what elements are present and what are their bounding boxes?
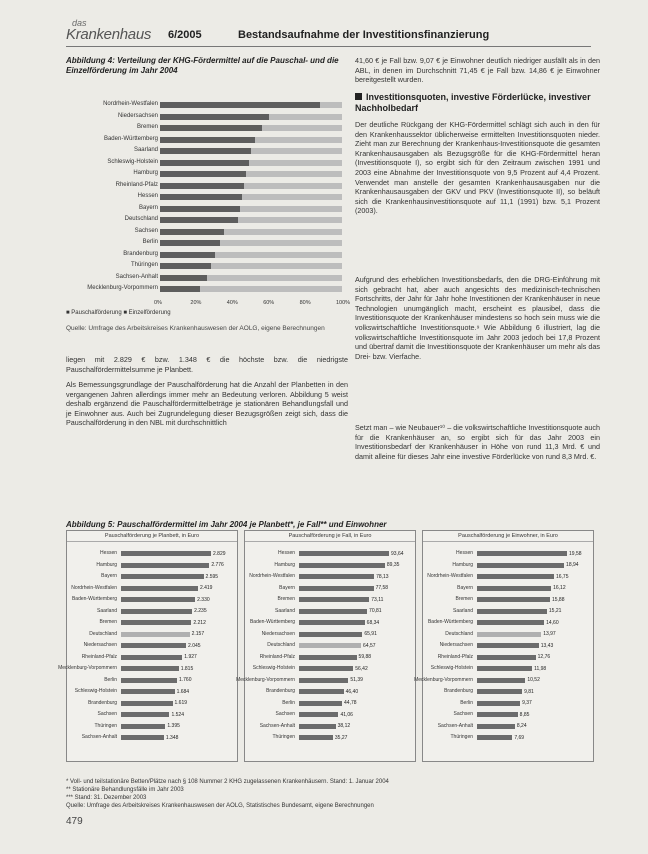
figure5-row-label: Sachsen-Anhalt bbox=[259, 722, 295, 729]
figure5-value-label: 1.927 bbox=[184, 654, 197, 660]
figure5-bar bbox=[477, 563, 564, 568]
figure5-bar bbox=[477, 597, 550, 602]
figure5-bar bbox=[299, 712, 338, 717]
figure5-row-label: Rheinland-Pfalz bbox=[259, 653, 295, 660]
figure5-bar bbox=[477, 574, 554, 579]
figure5-row-label: Schleswig-Holstein bbox=[252, 665, 295, 671]
figure5-bar bbox=[477, 712, 518, 717]
figure5-row-label: Rheinland-Pfalz bbox=[437, 653, 473, 660]
right-paragraph-3: Aufgrund des erheblichen Investitionsbedarfs, den die DRG-Einführung mit sich gebracht hat, aber auch angesichts des medizinisch-technischen Fortschritts, der Jahr für Jahr hohe Investitionen der Krankenhäuser in neue Technologien unumgänglich macht, erscheint es plausibel, dass die Investitionsquote der Krankenhäuser mindestens so hoch sein muss wie die volkswirtschaftliche Investitionsquote.⁹ Wie Abbildung 6 illustriert, lag die volkswirtschaftliche Investitionsquote im Jahr 2003 jedoch bei 17,8 Prozent und übertraf damit die Investitionsquote der Krankenhäuser um mehr als das Drei- bzw. Vierfache. bbox=[355, 275, 600, 361]
figure5-bar bbox=[299, 701, 342, 706]
figure4-row-label: Sachsen bbox=[134, 227, 158, 234]
figure5-value-label: 2.235 bbox=[194, 608, 207, 614]
figure5-value-label: 16,75 bbox=[555, 573, 569, 580]
figure5-row-label: Mecklenburg-Vorpommern bbox=[414, 676, 473, 683]
figure5-row-label: Nordrhein-Westfalen bbox=[249, 573, 295, 579]
figure4-row-label: Rheinland-Pfalz bbox=[115, 181, 158, 188]
figure5-row-label: Niedersachsen bbox=[439, 642, 473, 648]
figure5-row-label: Brandenburg bbox=[88, 699, 117, 706]
figure4-row-label: Hamburg bbox=[133, 170, 158, 176]
figure5-row-label: Sachsen bbox=[453, 711, 473, 717]
figure5-row-label: Sachsen-Anhalt bbox=[437, 722, 473, 729]
heading-square-icon bbox=[355, 93, 362, 100]
figure5-bar bbox=[299, 735, 333, 740]
figure5-bar bbox=[121, 643, 186, 648]
figure4-tick-label: 100% bbox=[336, 299, 351, 306]
figure5-value-label: 19,58 bbox=[569, 550, 582, 557]
figure5-row-label: Brandenburg bbox=[444, 688, 473, 694]
figure5-row-label: Deutschland bbox=[89, 630, 117, 637]
figure5-value-label: 77,58 bbox=[375, 585, 389, 591]
figure4-bar-pauschal bbox=[160, 183, 244, 189]
figure5-row-label: Nordrhein-Westfalen bbox=[427, 573, 473, 579]
figure5-row-label: Berlin bbox=[104, 676, 117, 683]
figure5-bar bbox=[477, 701, 520, 706]
figure5-row-label: Bremen bbox=[277, 596, 295, 602]
figure5-value-label: 65,91 bbox=[364, 631, 377, 637]
figure5-row-label: Bayern bbox=[279, 584, 295, 591]
figure5-source: Quelle: Umfrage des Arbeitskreises Krankenhauswesen der AOLG, Statistisches Bundesamt, eigene Berechnungen bbox=[66, 803, 374, 809]
figure5-bar bbox=[477, 666, 532, 671]
figure4-bar-einzel bbox=[207, 275, 342, 281]
figure5-bar bbox=[477, 586, 551, 591]
figure5-bar bbox=[121, 597, 195, 602]
figure5-row-label: Hessen bbox=[278, 550, 295, 556]
figure5-bar bbox=[299, 551, 389, 556]
figure5-bar bbox=[121, 724, 165, 729]
figure5-row-label: Sachsen bbox=[275, 711, 295, 717]
figure5-row-label: Berlin bbox=[282, 699, 295, 706]
figure5 bbox=[58, 520, 594, 780]
figure4-tick-label: 60% bbox=[263, 299, 275, 306]
figure5-row-label: Bremen bbox=[455, 596, 473, 602]
figure5-row-label: Hamburg bbox=[96, 561, 117, 568]
figure5-value-label: 38,12 bbox=[337, 723, 351, 729]
figure5-panel-title: Pauschalförderung je Fall, in Euro bbox=[245, 531, 415, 542]
figure5-bar bbox=[121, 712, 169, 717]
figure5-row-label: Rheinland-Pfalz bbox=[81, 653, 117, 660]
logo-small: das bbox=[72, 18, 87, 28]
figure4-bar-pauschal bbox=[160, 252, 215, 258]
figure5-row-label: Nordrhein-Westfalen bbox=[71, 584, 117, 591]
figure5-bar bbox=[299, 678, 348, 683]
figure5-value-label: 44,78 bbox=[344, 700, 357, 706]
figure5-bar bbox=[299, 563, 385, 568]
figure4-bar-einzel bbox=[224, 229, 342, 235]
figure5-bar bbox=[477, 655, 536, 660]
figure5-row-label: Baden-Württemberg bbox=[427, 619, 473, 625]
figure5-value-label: 2.829 bbox=[213, 550, 226, 557]
figure4-bar-pauschal bbox=[160, 125, 262, 131]
figure4-tick-label: 80% bbox=[299, 299, 311, 306]
figure4-bar-pauschal bbox=[160, 286, 200, 292]
figure5-value-label: 16,12 bbox=[553, 585, 566, 591]
figure5-value-label: 1.760 bbox=[178, 677, 192, 683]
figure5-bar bbox=[121, 620, 191, 625]
figure5-value-label: 51,39 bbox=[350, 677, 363, 683]
figure4-bar-pauschal bbox=[160, 206, 240, 212]
figure5-bar bbox=[299, 609, 367, 614]
figure4-bar-einzel bbox=[244, 183, 342, 189]
figure5-value-label: 13,97 bbox=[543, 631, 556, 637]
figure4-row-label: Mecklenburg-Vorpommern bbox=[87, 285, 158, 291]
figure5-value-label: 56,42 bbox=[355, 665, 368, 672]
right-paragraph-2: Der deutliche Rückgang der KHG-Fördermittel schlägt sich auch in den für den Krankenhaussektor üblicherweise ermittelten Investitionsquoten nieder. Zieht man zur Berechnung der Krankenhaus-Investitionsquote die gesamten Krankenhausausgaben als Bezugsgröße für die KHG-Fördermittel heran (Investitionsquote I), so ergibt sich für den Zeitraum zwischen 1991 und 2003 eine Abnahme der Investitionsquote von 9,5 Prozent auf 4,4 Prozent. Verwendet man anstelle der gesamten Krankenhausausgaben nur die Krankenhausausgaben der GKV und PKV (Investitionsquote II), so beläuft sich die Krankenhausinvestitionsquote auf 11,1 (1991) bzw. 5,1 Prozent (2003). bbox=[355, 120, 600, 216]
header-rule bbox=[66, 46, 591, 47]
figure5-bar bbox=[477, 689, 522, 694]
figure4-row-label: Hessen bbox=[137, 193, 158, 199]
figure5-row-label: Brandenburg bbox=[266, 688, 295, 694]
figure5-value-label: 46,40 bbox=[345, 688, 359, 695]
figure5-row-label: Niedersachsen bbox=[83, 642, 117, 648]
figure5-row-label: Hamburg bbox=[274, 561, 295, 568]
figure5-value-label: 18,94 bbox=[566, 562, 579, 568]
figure5-bar bbox=[121, 701, 173, 706]
figure4-bar-pauschal bbox=[160, 240, 220, 246]
figure5-row-label: Niedersachsen bbox=[261, 630, 295, 637]
figure5-bar bbox=[299, 643, 361, 648]
figure5-row-label: Schleswig-Holstein bbox=[430, 665, 473, 671]
figure5-row-label: Baden-Württemberg bbox=[249, 619, 295, 625]
figure5-value-label: 2.776 bbox=[211, 562, 224, 568]
figure4-row-label: Sachsen-Anhalt bbox=[115, 273, 158, 280]
figure5-bar bbox=[477, 735, 512, 740]
figure4-bar-einzel bbox=[220, 240, 342, 246]
left-paragraph-2: Als Bemessungsgrundlage der Pauschalförderung hat die Anzahl der Planbetten in den vergangenen Jahren allerdings immer mehr an Bedeutung verloren. Abbildung 5 weist deshalb ergänzend die Pauschalfördermittelbeträge je stationären Behandlungsfall und je Einwohner aus. Auch bei Zugrundelegung dieser Bezugsgrößen zeigt sich, dass die Pauschalförderung in den NBL mit durchschnittlich bbox=[66, 380, 348, 428]
figure5-row-label: Saarland bbox=[96, 607, 117, 614]
figure4-caption: Abbildung 4: Verteilung der KHG-Fördermittel auf die Pauschal- und die Einzelförderung im Jahr 2004 bbox=[66, 56, 339, 75]
figure4-bar-pauschal bbox=[160, 217, 238, 223]
figure5-row-label: Bayern bbox=[457, 584, 473, 591]
figure4-bar-einzel bbox=[255, 137, 342, 143]
figure5-value-label: 12,76 bbox=[537, 654, 551, 660]
figure5-value-label: 2.595 bbox=[205, 573, 219, 580]
figure4-row-label: Nordrhein-Westfalen bbox=[103, 101, 158, 107]
figure5-bar bbox=[121, 666, 179, 671]
figure5-value-label: 70,81 bbox=[369, 608, 382, 614]
figure5-bar bbox=[299, 632, 362, 637]
figure4-bar-einzel bbox=[249, 160, 342, 166]
figure4-bar-pauschal bbox=[160, 229, 224, 235]
figure4-bar-einzel bbox=[246, 171, 342, 177]
figure5-bar bbox=[121, 574, 204, 579]
figure4-row-label: Deutschland bbox=[124, 216, 158, 222]
figure5-note-2: ** Stationäre Behandlungsfälle im Jahr 2003 bbox=[66, 787, 184, 793]
figure5-row-label: Thüringen bbox=[450, 734, 473, 740]
figure5-row-label: Saarland bbox=[274, 607, 295, 614]
right-paragraph-4: Setzt man – wie Neubauer¹⁰ – die volkswirtschaftliche Investitionsquote auch für die Krankenhäuser an, so ergibt sich für das Jahr 2003 ein Investitionsbedarf der Krankenhäuser in Höhe von rund 11,3 Mrd. € und damit alleine für dieses Jahr eine investive Förderlücke von rund 8,3 Mrd. €. bbox=[355, 423, 600, 461]
figure4-bar-einzel bbox=[240, 206, 342, 212]
figure5-row-label: Mecklenburg-Vorpommern bbox=[58, 665, 117, 671]
figure5-bar bbox=[477, 620, 544, 625]
figure5-bar bbox=[121, 735, 164, 740]
page-number: 479 bbox=[66, 816, 83, 827]
figure5-panel-einwohner bbox=[414, 530, 594, 762]
figure5-value-label: 9,81 bbox=[524, 688, 534, 695]
figure5-bar bbox=[121, 586, 198, 591]
figure5-value-label: 1.524 bbox=[171, 711, 184, 718]
figure4-bar-pauschal bbox=[160, 275, 207, 281]
figure5-row-label: Berlin bbox=[460, 699, 473, 706]
figure5-bar bbox=[477, 678, 525, 683]
figure5-value-label: 13,43 bbox=[540, 642, 554, 649]
figure5-row-label: Thüringen bbox=[94, 722, 117, 729]
figure4-bar-einzel bbox=[211, 263, 342, 269]
left-paragraph-1: liegen mit 2.829 € bzw. 1.348 € die höchste bzw. die niedrigste Pauschalfördermittelsumme je Planbett. bbox=[66, 355, 348, 374]
figure5-bar bbox=[121, 655, 182, 660]
figure4-row-label: Niedersachsen bbox=[117, 112, 158, 119]
figure5-bar bbox=[121, 678, 177, 683]
figure5-value-label: 10,52 bbox=[527, 677, 540, 683]
figure5-value-label: 11,98 bbox=[534, 665, 547, 672]
figure5-bar bbox=[299, 666, 353, 671]
figure5-value-label: 73,11 bbox=[371, 596, 384, 603]
figure5-value-label: 14,60 bbox=[546, 619, 559, 626]
figure5-value-label: 64,57 bbox=[363, 642, 376, 649]
issue-number: 6/2005 bbox=[168, 29, 202, 41]
figure5-value-label: 1.815 bbox=[180, 665, 194, 672]
figure4-bar-pauschal bbox=[160, 102, 320, 108]
figure5-panel-title: Pauschalförderung je Einwohner, in Euro bbox=[423, 531, 593, 542]
figure4-legend: ■ Pauschalförderung ■ Einzelförderung bbox=[66, 310, 171, 316]
figure5-value-label: 9,37 bbox=[522, 700, 532, 706]
section-heading bbox=[355, 92, 600, 114]
figure4-row-label: Thüringen bbox=[130, 262, 158, 268]
figure4-bar-pauschal bbox=[160, 114, 269, 120]
figure4-tick-label: 20% bbox=[190, 299, 202, 306]
journal-logo: Krankenhaus bbox=[66, 26, 152, 43]
figure4-bar-einzel bbox=[238, 217, 342, 223]
figure5-row-label: Deutschland bbox=[267, 642, 295, 648]
figure5-value-label: 89,35 bbox=[386, 562, 400, 568]
figure5-row-label: Sachsen-Anhalt bbox=[81, 734, 117, 740]
figure5-value-label: 78,13 bbox=[376, 573, 389, 580]
figure5-note-1: * Voll- und teilstationäre Betten/Plätze nach § 108 Nummer 2 KHG zugelassenen Krankenhäusern. Stand: 1. Januar 2004 bbox=[66, 779, 389, 785]
figure4-bar-einzel bbox=[215, 252, 342, 258]
figure4-bar-einzel bbox=[242, 194, 342, 200]
figure5-note-3: *** Stand: 31. Dezember 2003 bbox=[66, 795, 147, 801]
figure5-value-label: 1.684 bbox=[176, 688, 190, 695]
figure4-row-label: Bremen bbox=[136, 124, 158, 130]
figure5-value-label: 1.348 bbox=[165, 734, 179, 741]
figure5-value-label: 35,27 bbox=[334, 734, 348, 741]
figure5-value-label: 2.045 bbox=[188, 642, 201, 649]
figure4-bar-einzel bbox=[269, 114, 342, 120]
figure4-bar-pauschal bbox=[160, 194, 242, 200]
figure5-value-label: 8,24 bbox=[516, 723, 527, 729]
figure5-panel-planbett bbox=[58, 530, 238, 762]
figure5-bar bbox=[477, 724, 515, 729]
figure5-value-label: 93,64 bbox=[391, 550, 404, 557]
figure4-tick-label: 40% bbox=[226, 299, 238, 306]
figure5-value-label: 2.419 bbox=[199, 585, 213, 591]
figure5-bar bbox=[477, 632, 541, 637]
figure4-row-label: Saarland bbox=[133, 147, 158, 153]
figure5-notes bbox=[66, 778, 566, 810]
figure4-bar-pauschal bbox=[160, 263, 211, 269]
figure5-panel-title: Pauschalförderung je Planbett, in Euro bbox=[67, 531, 237, 542]
figure5-bar bbox=[299, 655, 357, 660]
figure5-value-label: 59,88 bbox=[358, 654, 372, 660]
section-heading-text: Investitionsquoten, investive Förderlücke, investiver Nachholbedarf bbox=[355, 92, 591, 113]
figure5-value-label: 2.212 bbox=[193, 619, 206, 626]
figure5-value-label: 2.330 bbox=[197, 596, 210, 603]
figure4-row-label: Bayern bbox=[138, 204, 158, 211]
figure5-row-label: Baden-Württemberg bbox=[71, 596, 117, 602]
figure5-row-label: Bremen bbox=[99, 619, 117, 625]
figure4-row-label: Baden-Württemberg bbox=[103, 135, 158, 142]
figure4-source: Quelle: Umfrage des Arbeitskreises Krankenhauswesen der AOLG, eigene Berechnungen bbox=[66, 325, 325, 332]
figure5-caption: Abbildung 5: Pauschalfördermittel im Jahr 2004 je Planbett*, je Fall** und Einwohner bbox=[66, 520, 387, 529]
figure5-bar bbox=[299, 597, 369, 602]
figure5-value-label: 7,69 bbox=[514, 734, 525, 741]
figure5-bar bbox=[299, 724, 336, 729]
figure5-bar bbox=[121, 609, 192, 614]
figure5-bar bbox=[477, 643, 539, 648]
figure5-value-label: 15,21 bbox=[548, 608, 562, 614]
figure5-bar bbox=[121, 551, 211, 556]
figure5-value-label: 2.157 bbox=[191, 631, 205, 637]
figure5-bar bbox=[299, 586, 374, 591]
figure5-bar bbox=[477, 609, 547, 614]
figure5-value-label: 41,06 bbox=[340, 711, 353, 718]
figure4-bar-einzel bbox=[200, 286, 342, 292]
figure5-row-label: Deutschland bbox=[445, 630, 473, 637]
figure5-row-label: Mecklenburg-Vorpommern bbox=[236, 676, 295, 683]
figure5-value-label: 68,34 bbox=[366, 619, 380, 626]
figure5-value-label: 8,85 bbox=[519, 711, 530, 718]
right-paragraph-1: 41,60 € je Fall bzw. 9,07 € je Einwohner deutlich niedriger ausfällt als in den ABL, in denen im Durchschnitt 71,45 € je Fall bzw. 14,86 € je Einwohner bereitgestellt wurden. bbox=[355, 56, 600, 85]
figure5-value-label: 15,88 bbox=[551, 596, 565, 603]
figure5-value-label: 1.395 bbox=[167, 723, 180, 729]
running-title: Bestandsaufnahme der Investitionsfinanzierung bbox=[238, 29, 490, 41]
figure5-row-label: Bayern bbox=[101, 573, 117, 579]
figure5-row-label: Sachsen bbox=[97, 711, 117, 717]
figure4-bar-pauschal bbox=[160, 148, 251, 154]
figure5-bar bbox=[299, 689, 344, 694]
figure5-bar bbox=[477, 551, 567, 556]
figure5-row-label: Hessen bbox=[100, 550, 117, 556]
figure5-row-label: Hessen bbox=[456, 550, 473, 556]
figure4-tick-label: 0% bbox=[154, 299, 162, 306]
figure5-bar bbox=[121, 689, 175, 694]
figure5-value-label: 1.619 bbox=[174, 700, 188, 706]
figure5-bar bbox=[299, 574, 374, 579]
figure5-row-label: Hamburg bbox=[452, 561, 473, 568]
figure5-bar bbox=[121, 563, 209, 568]
figure5-row-label: Schleswig-Holstein bbox=[74, 688, 117, 694]
figure5-bar bbox=[299, 620, 365, 625]
figure5-row-label: Saarland bbox=[452, 607, 473, 614]
figure4-row-label: Berlin bbox=[142, 239, 158, 245]
figure4-bar-einzel bbox=[262, 125, 342, 131]
figure4-row-label: Schleswig-Holstein bbox=[107, 158, 158, 165]
figure4-bar-pauschal bbox=[160, 171, 246, 177]
figure4-chart bbox=[66, 100, 351, 315]
figure4-bar-pauschal bbox=[160, 160, 249, 166]
figure4-row-label: Brandenburg bbox=[123, 250, 158, 257]
figure4-bar-einzel bbox=[251, 148, 342, 154]
figure5-panel-fall bbox=[236, 530, 416, 762]
figure4-bar-pauschal bbox=[160, 137, 255, 143]
figure5-row-label: Thüringen bbox=[272, 734, 295, 740]
figure5-bar bbox=[121, 632, 190, 637]
figure4-bar-einzel bbox=[320, 102, 342, 108]
